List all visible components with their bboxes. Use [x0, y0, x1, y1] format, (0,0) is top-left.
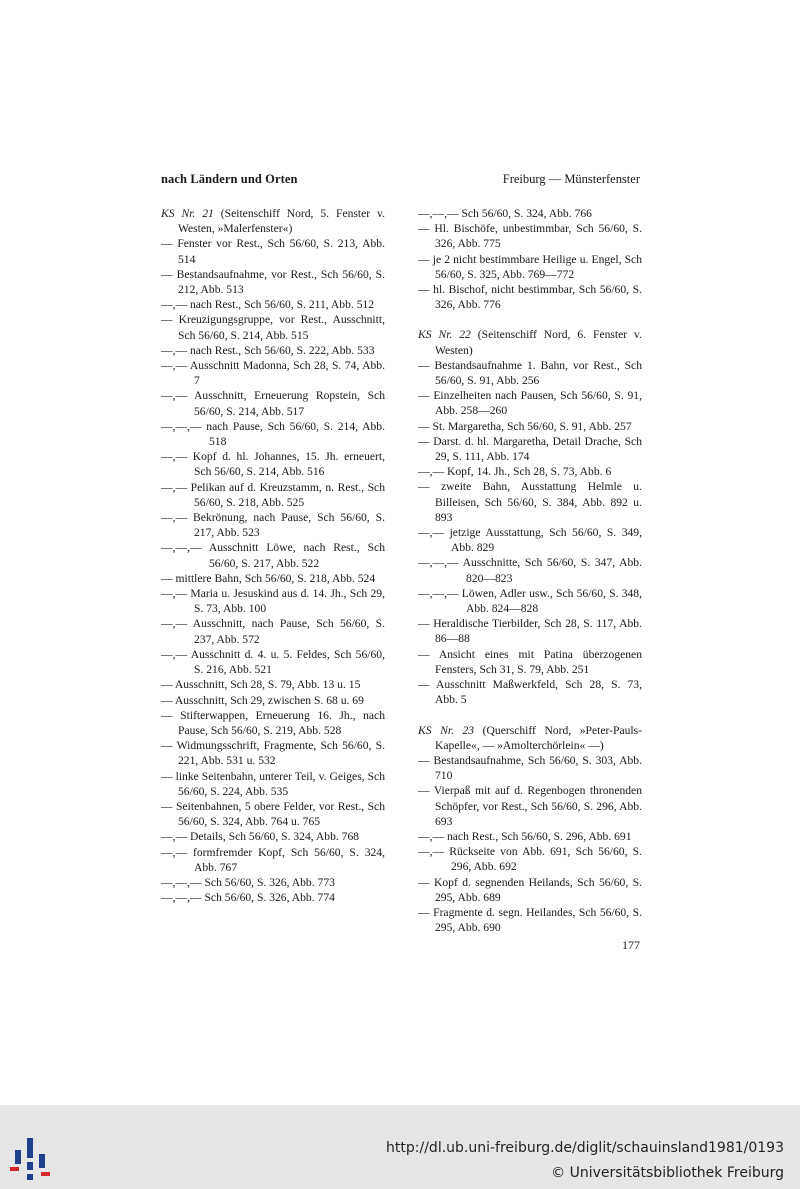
- entry-text: — Fenster vor Rest., Sch 56/60, S. 213, Abb. 514: [161, 237, 385, 266]
- entry-text: —,— Ausschnitt Madonna, Sch 28, S. 74, Abb. 7: [161, 359, 385, 388]
- entry-text: —,— Details, Sch 56/60, S. 324, Abb. 768: [161, 830, 360, 844]
- entry-text: — Ausschnitt Maßwerkfeld, Sch 28, S. 73, Abb. 5: [418, 678, 642, 707]
- index-entry: [161, 343, 385, 358]
- entry-text: — Ansicht eines mit Patina überzogenen Fensters, Sch 31, S. 79, Abb. 251: [418, 647, 642, 676]
- entry-text: —,— Bekrönung, nach Pause, Sch 56/60, S. 217, Abb. 523: [161, 511, 385, 540]
- entry-text: — Hl. Bischöfe, unbestimmbar, Sch 56/60, S. 326, Abb. 775: [418, 222, 642, 251]
- entry-text: — Kreuzigungsgruppe, vor Rest., Ausschnitt, Sch 56/60, S. 214, Abb. 515: [161, 313, 385, 342]
- entry-text: —,—,— Sch 56/60, S. 326, Abb. 773: [161, 875, 335, 889]
- entry-keyword: KS Nr. 22: [418, 328, 471, 342]
- index-entry: [161, 449, 385, 479]
- index-entry: [161, 419, 385, 449]
- index-entry: [418, 419, 642, 434]
- index-entry: [418, 616, 642, 646]
- index-entry: [418, 221, 642, 251]
- index-entry: [418, 753, 642, 783]
- index-heading-entry: [161, 206, 385, 236]
- entry-keyword: KS Nr. 23: [418, 723, 475, 737]
- entry-text: — St. Margaretha, Sch 56/60, S. 91, Abb. 257: [418, 419, 632, 433]
- entry-keyword: KS Nr. 21: [161, 207, 214, 220]
- entry-text: — Seitenbahnen, 5 obere Felder, vor Rest., Sch 56/60, S. 324, Abb. 764 u. 765: [161, 799, 385, 829]
- entry-text: (Querschiff Nord, »Peter-Pauls-Kapelle«, — »Amolterchörlein« —): [435, 723, 642, 752]
- entry-text: — Ausschnitt, Sch 29, zwischen S. 68 u. 69: [161, 693, 364, 707]
- index-entry: [418, 829, 642, 844]
- entry-text: — mittlere Bahn, Sch 56/60, S. 218, Abb. 524: [161, 571, 376, 585]
- entry-text: —,— Kopf, 14. Jh., Sch 28, S. 73, Abb. 6: [418, 465, 612, 479]
- entry-text: (Seitenschiff Nord, 5. Fenster v. Westen, »Malerfenster«): [178, 207, 386, 236]
- index-entry: [418, 586, 642, 616]
- entry-text: — Fragmente d. segn. Heilandes, Sch 56/60, S. 295, Abb. 690: [418, 905, 642, 935]
- index-entry: [161, 845, 385, 875]
- index-entry: [161, 875, 385, 890]
- entry-text: — linke Seitenbahn, unterer Teil, v. Geiges, Sch 56/60, S. 224, Abb. 535: [161, 769, 385, 798]
- index-entry: [161, 312, 385, 342]
- running-header-right: Freiburg — Münsterfenster: [502, 172, 640, 186]
- index-entry: [161, 708, 385, 738]
- entry-text: —,— Maria u. Jesuskind aus d. 14. Jh., Sch 29, S. 73, Abb. 100: [161, 587, 385, 616]
- index-heading-entry: [418, 723, 642, 753]
- index-entry: [418, 464, 642, 479]
- entry-text: — Kopf d. segnenden Heilands, Sch 56/60, S. 295, Abb. 689: [418, 875, 642, 904]
- entry-text: — Darst. d. hl. Margaretha, Detail Drache, Sch 29, S. 111, Abb. 174: [418, 434, 642, 464]
- entry-text: —,— nach Rest., Sch 56/60, S. 222, Abb. 533: [161, 343, 375, 357]
- index-entry: [418, 434, 642, 464]
- index-column-left: [161, 206, 385, 905]
- entry-text: — je 2 nicht bestimmbare Heilige u. Engel, Sch 56/60, S. 325, Abb. 769—772: [418, 252, 642, 281]
- index-entry: [418, 479, 642, 525]
- entry-text: — Einzelheiten nach Pausen, Sch 56/60, S. 91, Abb. 258—260: [418, 389, 642, 418]
- ub-freiburg-logo-icon[interactable]: [10, 1136, 50, 1180]
- index-entry: [161, 540, 385, 570]
- entry-text: — Ausschnitt, Sch 28, S. 79, Abb. 13 u. 15: [161, 678, 361, 692]
- index-entry: [161, 297, 385, 312]
- entry-text: —,—,— Ausschnitte, Sch 56/60, S. 347, Abb. 820—823: [418, 556, 642, 585]
- index-entry: [161, 677, 385, 692]
- entry-text: —,— Pelikan auf d. Kreuzstamm, n. Rest., Sch 56/60, S. 218, Abb. 525: [161, 480, 385, 509]
- index-entry: [161, 616, 385, 646]
- index-entry: [418, 206, 642, 221]
- page-number: 177: [622, 938, 640, 952]
- entry-text: —,— Ausschnitt d. 4. u. 5. Feldes, Sch 56/60, S. 216, Abb. 521: [161, 647, 385, 677]
- entry-text: —,— Kopf d. hl. Johannes, 15. Jh. erneuert, Sch 56/60, S. 214, Abb. 516: [161, 450, 385, 479]
- index-entry: [418, 783, 642, 829]
- permalink-url[interactable]: http://dl.ub.uni-freiburg.de/diglit/schauinsland1981/0193: [386, 1140, 784, 1156]
- entry-text: — Vierpaß mit auf d. Regenbogen thronenden Schöpfer, vor Rest., Sch 56/60, S. 296, Abb. 693: [418, 784, 642, 828]
- index-entry: [418, 647, 642, 677]
- index-entry: [161, 799, 385, 829]
- index-entry: [418, 677, 642, 707]
- index-entry: [161, 647, 385, 677]
- index-entry: [161, 510, 385, 540]
- index-entry: [161, 571, 385, 586]
- entry-text: (Seitenschiff Nord, 6. Fenster v. Westen): [435, 328, 643, 357]
- index-entry: [418, 875, 642, 905]
- entry-text: —,— Rückseite von Abb. 691, Sch 56/60, S. 296, Abb. 692: [418, 845, 642, 874]
- index-entry: [161, 358, 385, 388]
- entry-text: — Widmungsschrift, Fragmente, Sch 56/60, S. 221, Abb. 531 u. 532: [161, 739, 385, 768]
- index-entry: [418, 358, 642, 388]
- index-heading-entry: [418, 327, 642, 357]
- index-entry: [161, 890, 385, 905]
- entry-text: —,—,— Sch 56/60, S. 324, Abb. 766: [418, 207, 592, 220]
- index-entry: [418, 252, 642, 282]
- index-entry: [418, 844, 642, 874]
- index-entry: [418, 388, 642, 418]
- entry-text: —,—,— Sch 56/60, S. 326, Abb. 774: [161, 891, 335, 905]
- entry-text: — Bestandsaufnahme, Sch 56/60, S. 303, Abb. 710: [418, 753, 642, 783]
- index-entry: [161, 738, 385, 768]
- entry-text: —,— Ausschnitt, nach Pause, Sch 56/60, S. 237, Abb. 572: [161, 617, 385, 646]
- index-entry: [418, 525, 642, 555]
- entry-text: — Stifterwappen, Erneuerung 16. Jh., nach Pause, Sch 56/60, S. 219, Abb. 528: [161, 708, 385, 737]
- index-entry: [161, 693, 385, 708]
- entry-text: —,— Ausschnitt, Erneuerung Ropstein, Sch 56/60, S. 214, Abb. 517: [161, 389, 385, 418]
- index-entry: [161, 236, 385, 266]
- index-entry: [418, 282, 642, 312]
- running-header-left: nach Ländern und Orten: [161, 172, 298, 186]
- entry-text: — hl. Bischof, nicht bestimmbar, Sch 56/60, S. 326, Abb. 776: [418, 283, 642, 312]
- index-entry: [418, 905, 642, 935]
- index-entry: [161, 267, 385, 297]
- index-entry: [161, 480, 385, 510]
- entry-text: —,— formfremder Kopf, Sch 56/60, S. 324, Abb. 767: [161, 845, 385, 874]
- entry-text: —,— nach Rest., Sch 56/60, S. 296, Abb. 691: [418, 829, 632, 843]
- index-entry: [161, 769, 385, 799]
- index-entry: [161, 586, 385, 616]
- copyright-notice: © Universitätsbibliothek Freiburg: [551, 1165, 784, 1181]
- entry-text: —,—,— Löwen, Adler usw., Sch 56/60, S. 348, Abb. 824—828: [418, 586, 642, 616]
- entry-text: — zweite Bahn, Ausstattung Helmle u. Billeisen, Sch 56/60, S. 384, Abb. 892 u. 893: [418, 480, 642, 524]
- index-entry: [418, 555, 642, 585]
- index-entry: [161, 388, 385, 418]
- entry-text: —,—,— nach Pause, Sch 56/60, S. 214, Abb. 518: [161, 419, 385, 449]
- entry-text: — Heraldische Tierbilder, Sch 28, S. 117, Abb. 86—88: [418, 617, 642, 646]
- entry-text: — Bestandsaufnahme, vor Rest., Sch 56/60, S. 212, Abb. 513: [161, 267, 385, 297]
- entry-text: — Bestandsaufnahme 1. Bahn, vor Rest., Sch 56/60, S. 91, Abb. 256: [418, 358, 642, 388]
- entry-text: —,— nach Rest., Sch 56/60, S. 211, Abb. 512: [161, 298, 375, 312]
- entry-text: —,—,— Ausschnitt Löwe, nach Rest., Sch 56/60, S. 217, Abb. 522: [161, 541, 385, 570]
- index-column-right: [418, 206, 642, 935]
- entry-text: —,— jetzige Ausstattung, Sch 56/60, S. 349, Abb. 829: [418, 526, 642, 555]
- index-entry: [161, 829, 385, 844]
